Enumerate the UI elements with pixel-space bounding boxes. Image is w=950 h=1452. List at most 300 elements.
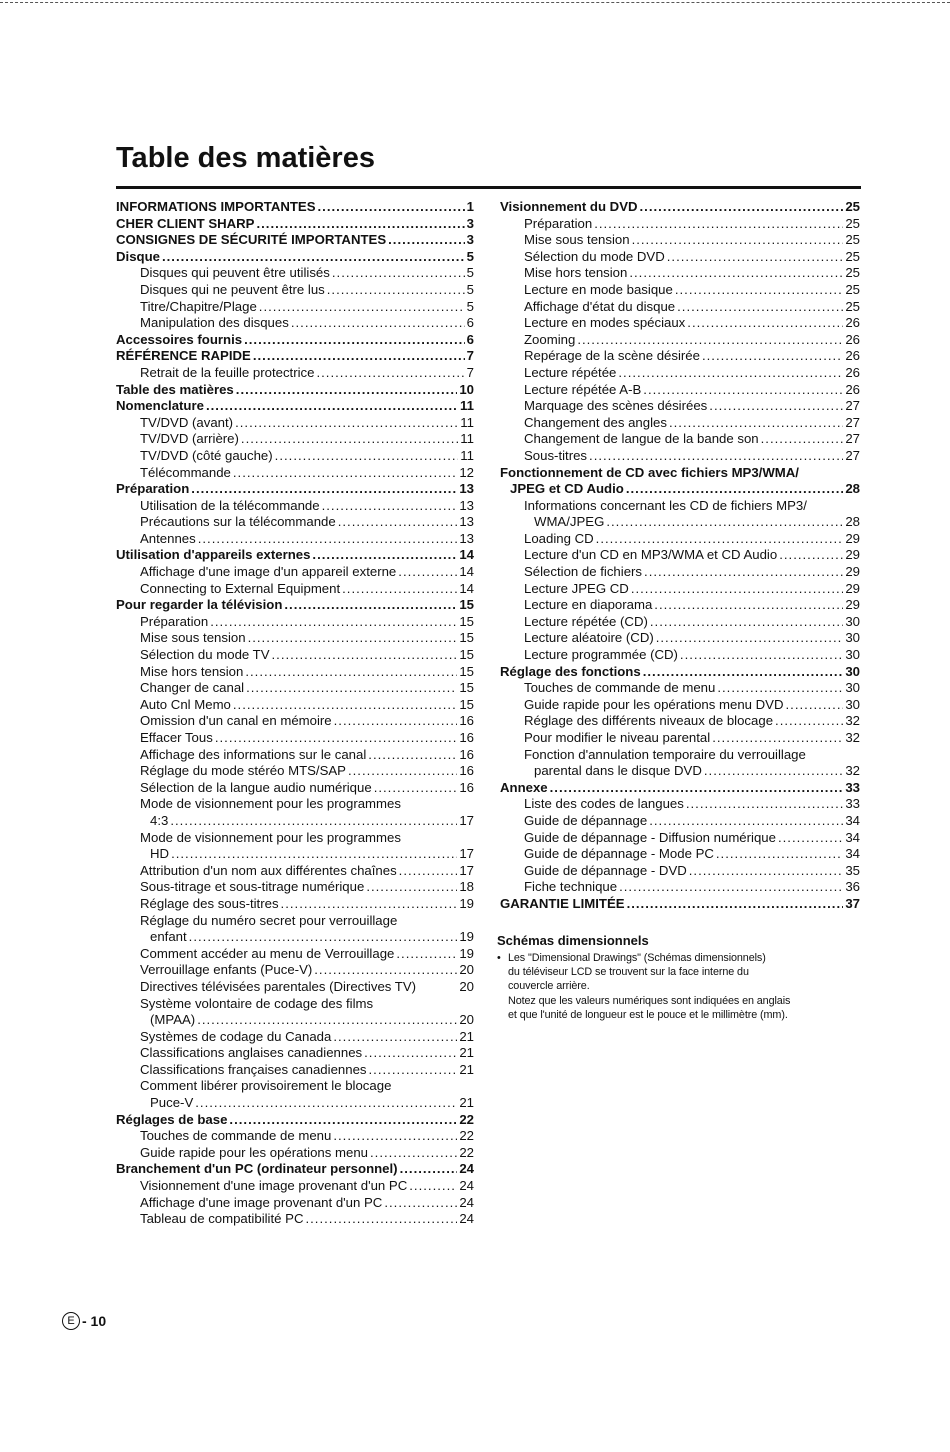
- toc-subentry: [116, 365, 474, 382]
- toc-subentry: [116, 763, 474, 780]
- toc-entry-title: Affichage d'état du disque: [524, 298, 676, 314]
- toc-leader-dots: [305, 1211, 457, 1228]
- toc-subentry: [116, 647, 474, 664]
- toc-page-number: 24: [459, 1161, 474, 1177]
- toc-entry-title: Lecture programmée (CD): [524, 647, 678, 663]
- toc-page-number: 17: [459, 862, 474, 878]
- toc-subentry: [500, 448, 860, 465]
- toc-leader-dots: [314, 962, 457, 979]
- toc-page-number: 13: [459, 514, 474, 530]
- toc-subentry: [116, 1078, 474, 1095]
- toc-page-number: 5: [466, 298, 474, 314]
- toc-entry-title: Lecture répétée: [524, 364, 617, 380]
- toc-leader-dots: [259, 299, 465, 316]
- toc-subentry: [500, 863, 860, 880]
- toc-entry-title: Mise sous tension: [140, 630, 246, 646]
- toc-entry-title: Fonctionnement de CD avec fichiers MP3/WMA/: [500, 464, 799, 480]
- toc-subentry: [116, 431, 474, 448]
- toc-entry-title: Effacer Tous: [140, 730, 213, 745]
- toc-leader-dots: [649, 813, 843, 830]
- toc-page-number: 24: [459, 1178, 474, 1194]
- toc-page-number: 14: [459, 547, 474, 563]
- toc-entry-title: Préparation: [524, 215, 593, 231]
- toc-subentry: [500, 365, 860, 382]
- toc-subentry: [500, 879, 860, 896]
- toc-page-number: 36: [845, 879, 860, 895]
- toc-subentry: [500, 216, 860, 233]
- toc-leader-dots: [677, 299, 843, 316]
- toc-subentry: [116, 780, 474, 797]
- toc-page-number: 1: [466, 199, 474, 214]
- toc-subentry: [500, 431, 860, 448]
- toc-entry-title: Informations concernant les CD de fichiers MP3/: [524, 497, 807, 513]
- toc-subentry: [500, 398, 860, 415]
- toc-entry-title: Disque: [116, 248, 160, 264]
- toc-entry-title: Système volontaire de codage des films: [140, 995, 374, 1011]
- toc-entry-title: Réglages de base: [116, 1111, 228, 1127]
- toc-entry-title: Fiche technique: [524, 879, 618, 895]
- toc-page-number: 18: [459, 879, 474, 895]
- toc-leader-dots: [256, 216, 464, 233]
- toc-section-entry: [116, 1161, 474, 1178]
- toc-leader-dots: [318, 199, 465, 216]
- toc-subentry: [116, 1012, 474, 1029]
- toc-entry-title: Annexe: [500, 779, 548, 795]
- toc-section-entry: [116, 1112, 474, 1129]
- toc-page-number: 26: [845, 348, 860, 364]
- toc-entry-title: GARANTIE LIMITÉE: [500, 895, 625, 911]
- toc-page-number: 20: [459, 962, 474, 978]
- toc-subentry: [500, 597, 860, 614]
- page-title: Table des matières: [116, 142, 375, 174]
- toc-entry-title: Omission d'un canal en mémoire: [140, 713, 332, 729]
- toc-subentry: [500, 531, 860, 548]
- toc-page-number: 16: [459, 746, 474, 762]
- toc-subentry: [116, 946, 474, 963]
- toc-page-number: 35: [845, 862, 860, 878]
- toc-entry-title: Changer de canal: [140, 680, 245, 696]
- toc-page-number: 11: [460, 431, 474, 447]
- toc-subentry: [500, 830, 860, 847]
- toc-subentry: [116, 581, 474, 598]
- toc-page-number: 34: [845, 829, 860, 845]
- toc-leader-dots: [366, 879, 457, 896]
- toc-page-number: 28: [845, 481, 860, 497]
- toc-entry-title: Pour regarder la télévision: [116, 597, 283, 613]
- toc-subentry: [116, 830, 474, 847]
- toc-subentry: [116, 713, 474, 730]
- toc-page-number: 21: [459, 1045, 474, 1061]
- toc-section-entry: [500, 896, 860, 913]
- toc-subentry: [500, 763, 860, 780]
- toc-page-number: 3: [466, 215, 474, 231]
- toc-subentry: [116, 747, 474, 764]
- toc-section-entry: [116, 382, 474, 399]
- toc-entry-title: Sélection de la langue audio numérique: [140, 779, 372, 795]
- toc-page-number: 28: [845, 514, 860, 530]
- toc-subentry: [500, 680, 860, 697]
- toc-entry-title: HD: [150, 846, 170, 862]
- toc-leader-dots: [619, 879, 843, 896]
- toc-subentry: [116, 896, 474, 913]
- top-dashed-rule: [0, 2, 950, 3]
- toc-page-number: 15: [459, 680, 474, 696]
- toc-leader-dots: [761, 431, 844, 448]
- toc-entry-title: CONSIGNES DE SÉCURITÉ IMPORTANTES: [116, 232, 387, 248]
- toc-entry-title: parental dans le disque DVD: [534, 763, 702, 779]
- toc-subentry: [500, 498, 860, 515]
- toc-leader-dots: [702, 348, 843, 365]
- toc-subentry: [500, 514, 860, 531]
- toc-entry-title: Antennes: [140, 530, 196, 546]
- toc-leader-dots: [618, 365, 843, 382]
- note-line: du téléviseur LCD se trouvent sur la face interne du: [508, 966, 749, 979]
- toc-leader-dots: [245, 664, 457, 681]
- toc-page-number: 15: [459, 663, 474, 679]
- toc-page-number: 25: [845, 265, 860, 281]
- toc-leader-dots: [162, 249, 465, 266]
- toc-entry-title: Loading CD: [524, 530, 594, 546]
- toc-page-number: 26: [845, 381, 860, 397]
- toc-entry-title: Tableau de compatibilité PC: [140, 1211, 304, 1227]
- toc-page-number: 16: [459, 713, 474, 729]
- toc-leader-dots: [348, 763, 457, 780]
- toc-page-number: 14: [459, 580, 474, 596]
- toc-leader-dots: [229, 1112, 457, 1129]
- toc-page-number: 19: [459, 945, 474, 961]
- toc-leader-dots: [627, 896, 844, 913]
- toc-entry-title: Classifications françaises canadiennes: [140, 1061, 367, 1077]
- toc-entry-title: Lecture en mode basique: [524, 281, 673, 297]
- toc-subentry: [500, 265, 860, 282]
- toc-entry-title: WMA/JPEG: [534, 514, 605, 530]
- toc-section-entry: [116, 199, 474, 216]
- toc-subentry: [500, 564, 860, 581]
- toc-entry-title: Nomenclature: [116, 398, 204, 414]
- toc-leader-dots: [717, 680, 843, 697]
- toc-page-number: 32: [845, 763, 860, 779]
- toc-entry-title: Guide de dépannage - Mode PC: [524, 846, 714, 862]
- toc-page-number: 29: [845, 547, 860, 563]
- toc-leader-dots: [368, 747, 457, 764]
- toc-leader-dots: [333, 1128, 457, 1145]
- toc-subentry: [116, 315, 474, 332]
- toc-page-number: 21: [459, 1061, 474, 1077]
- toc-subentry: [116, 265, 474, 282]
- toc-subentry: [116, 863, 474, 880]
- toc-entry-title: TV/DVD (arrière): [140, 431, 239, 447]
- dimensional-drawings-note: [497, 932, 862, 1022]
- toc-entry-title: Branchement d'un PC (ordinateur personnel): [116, 1161, 398, 1177]
- toc-leader-dots: [626, 481, 844, 498]
- toc-leader-dots: [210, 614, 457, 631]
- toc-entry-title: Guide de dépannage - DVD: [524, 862, 687, 878]
- toc-page-number: 29: [845, 530, 860, 546]
- toc-subentry: [116, 664, 474, 681]
- toc-page-number: 26: [845, 331, 860, 347]
- toc-section-entry: [500, 199, 860, 216]
- toc-entry-title: 4:3: [150, 812, 169, 828]
- toc-subentry: [500, 547, 860, 564]
- toc-subentry: [116, 846, 474, 863]
- toc-page-number: 16: [459, 779, 474, 795]
- toc-left-column: [116, 199, 474, 1228]
- toc-entry-title: Lecture en modes spéciaux: [524, 315, 686, 331]
- toc-leader-dots: [248, 630, 458, 647]
- toc-page-number: 19: [459, 929, 474, 945]
- toc-entry-title: CHER CLIENT SHARP: [116, 215, 255, 231]
- toc-page-number: 19: [459, 895, 474, 911]
- toc-leader-dots: [312, 547, 457, 564]
- toc-section-entry: [116, 547, 474, 564]
- toc-leader-dots: [396, 946, 457, 963]
- toc-leader-dots: [388, 232, 465, 249]
- toc-page-number: 32: [845, 713, 860, 729]
- toc-leader-dots: [778, 830, 843, 847]
- toc-entry-title: Réglage des différents niveaux de blocage: [524, 713, 774, 729]
- toc-page-number: 27: [845, 414, 860, 430]
- toc-page-number: 12: [459, 464, 474, 480]
- toc-entry-title: Comment libérer provisoirement le blocage: [140, 1078, 392, 1094]
- toc-subentry: [116, 514, 474, 531]
- toc-entry-title: Attribution d'un nom aux différentes chaînes: [140, 862, 397, 878]
- toc-subentry: [116, 730, 474, 747]
- toc-entry-title: Précautions sur la télécommande: [140, 514, 336, 530]
- toc-subentry: [116, 1145, 474, 1162]
- toc-right-column: [500, 199, 860, 913]
- toc-leader-dots: [400, 1161, 458, 1178]
- note-line: • Les "Dimensional Drawings" (Schémas dimensionnels): [497, 951, 862, 965]
- toc-page-number: 15: [459, 597, 474, 613]
- toc-leader-dots: [244, 332, 465, 349]
- toc-page-number: 10: [459, 381, 474, 397]
- toc-page-number: 34: [845, 846, 860, 862]
- toc-leader-dots: [398, 564, 457, 581]
- toc-page-number: 5: [466, 265, 474, 281]
- toc-page-number: 24: [459, 1194, 474, 1210]
- toc-page-number: 30: [845, 696, 860, 712]
- toc-entry-title: Préparation: [140, 613, 209, 629]
- toc-leader-dots: [275, 448, 459, 465]
- toc-entry-title: Mode de visionnement pour les programmes: [140, 829, 401, 845]
- toc-subentry: [500, 614, 860, 631]
- toc-subentry: [116, 979, 474, 996]
- toc-subentry: [116, 1095, 474, 1112]
- toc-page-number: 11: [460, 414, 474, 430]
- toc-leader-dots: [577, 332, 843, 349]
- toc-leader-dots: [284, 597, 457, 614]
- note-line: couvercle arrière.: [508, 980, 590, 993]
- toc-leader-dots: [281, 896, 458, 913]
- toc-leader-dots: [338, 514, 458, 531]
- toc-entry-title: Lecture d'un CD en MP3/WMA et CD Audio: [524, 547, 778, 563]
- toc-leader-dots: [370, 1145, 457, 1162]
- toc-entry-title: Titre/Chapitre/Plage: [140, 298, 257, 314]
- toc-page-number: 15: [459, 613, 474, 629]
- toc-entry-title: Lecture en diaporama: [524, 597, 653, 613]
- toc-page-number: 32: [845, 730, 860, 745]
- note-line: Notez que les valeurs numériques sont indiquées en anglais: [508, 994, 791, 1007]
- toc-page-number: 29: [845, 597, 860, 613]
- toc-leader-dots: [709, 398, 843, 415]
- toc-entry-title: Auto Cnl Memo: [140, 696, 231, 712]
- toc-subentry: [500, 747, 860, 764]
- toc-subentry: [116, 913, 474, 930]
- toc-page-number: 3: [466, 232, 474, 248]
- toc-leader-dots: [409, 1178, 457, 1195]
- toc-leader-dots: [775, 713, 843, 730]
- toc-leader-dots: [644, 564, 843, 581]
- toc-page-number: 22: [459, 1111, 474, 1127]
- toc-page-number: 22: [459, 1128, 474, 1144]
- toc-subentry: [116, 415, 474, 432]
- toc-entry-title: JPEG et CD Audio: [510, 481, 624, 497]
- toc-leader-dots: [596, 531, 844, 548]
- toc-entry-title: Préparation: [116, 481, 190, 497]
- toc-page-number: 6: [466, 315, 474, 331]
- toc-leader-dots: [332, 265, 465, 282]
- toc-page-number: 16: [459, 763, 474, 779]
- toc-leader-dots: [197, 1012, 457, 1029]
- toc-entry-title: Utilisation de la télécommande: [140, 497, 320, 513]
- toc-entry-title: Lecture aléatoire (CD): [524, 630, 654, 646]
- toc-leader-dots: [206, 398, 458, 415]
- toc-page-number: 25: [845, 199, 860, 214]
- toc-leader-dots: [687, 315, 843, 332]
- toc-entry-title: Sélection du mode TV: [140, 647, 270, 663]
- toc-subentry: [116, 531, 474, 548]
- toc-subentry: [116, 1178, 474, 1195]
- toc-leader-dots: [246, 680, 457, 697]
- toc-leader-dots: [643, 664, 844, 681]
- toc-subentry: [116, 1211, 474, 1228]
- toc-entry-title: Réglage du numéro secret pour verrouillage: [140, 912, 398, 928]
- toc-leader-dots: [399, 863, 458, 880]
- toc-page-number: 17: [459, 812, 474, 828]
- toc-entry-title: Marquage des scènes désirées: [524, 398, 708, 414]
- toc-leader-dots: [189, 929, 458, 946]
- page-number-label: - 10: [82, 1313, 107, 1329]
- toc-page-number: 37: [845, 895, 860, 911]
- toc-entry-title: Visionnement du DVD: [500, 199, 638, 214]
- toc-page-number: 5: [466, 281, 474, 297]
- toc-entry-title: Verrouillage enfants (Puce-V): [140, 962, 313, 978]
- toc-page-number: 27: [845, 431, 860, 447]
- toc-entry-title: Lecture JPEG CD: [524, 580, 629, 596]
- toc-leader-dots: [712, 730, 843, 747]
- toc-page-number: 7: [466, 348, 474, 364]
- language-e-icon: E: [62, 1312, 80, 1330]
- toc-page-number: 25: [845, 232, 860, 248]
- toc-subentry: [116, 1029, 474, 1046]
- toc-section-entry: [116, 332, 474, 349]
- toc-section-entry: [500, 780, 860, 797]
- toc-leader-dots: [667, 249, 844, 266]
- toc-section-entry: [500, 465, 860, 482]
- toc-subentry: [500, 647, 860, 664]
- toc-leader-dots: [384, 1195, 457, 1212]
- toc-subentry: [500, 846, 860, 863]
- toc-leader-dots: [235, 415, 458, 432]
- toc-entry-title: Mode de visionnement pour les programmes: [140, 796, 401, 812]
- toc-leader-dots: [640, 199, 844, 216]
- toc-subentry: [500, 315, 860, 332]
- toc-page-number: 25: [845, 298, 860, 314]
- toc-page-number: 14: [459, 564, 474, 580]
- toc-subentry: [500, 813, 860, 830]
- toc-entry-title: Connecting to External Equipment: [140, 580, 341, 596]
- toc-page-number: 25: [845, 281, 860, 297]
- toc-entry-title: Utilisation d'appareils externes: [116, 547, 311, 563]
- toc-leader-dots: [171, 846, 457, 863]
- toc-entry-title: Retrait de la feuille protectrice: [140, 364, 315, 380]
- toc-leader-dots: [333, 1029, 457, 1046]
- toc-section-entry: [500, 664, 860, 681]
- toc-subentry: [116, 1062, 474, 1079]
- toc-entry-title: Classifications anglaises canadiennes: [140, 1045, 363, 1061]
- toc-page-number: 29: [845, 564, 860, 580]
- toc-entry-title: Lecture répétée (CD): [524, 613, 648, 629]
- toc-entry-title: Sous-titres: [524, 447, 588, 463]
- toc-page-number: 34: [845, 812, 860, 828]
- toc-subentry: [500, 415, 860, 432]
- toc-entry-title: Disques qui peuvent être utilisés: [140, 265, 330, 281]
- toc-leader-dots: [334, 713, 458, 730]
- toc-leader-dots: [272, 647, 458, 664]
- toc-section-entry: [116, 249, 474, 266]
- toc-page-number: 20: [459, 1012, 474, 1028]
- toc-entry-title: Repérage de la scène désirée: [524, 348, 700, 364]
- toc-subentry: [500, 796, 860, 813]
- toc-page-number: 6: [466, 331, 474, 347]
- toc-entry-title: enfant: [150, 929, 187, 945]
- toc-leader-dots: [716, 846, 843, 863]
- toc-leader-dots: [253, 348, 465, 365]
- toc-page-number: 15: [459, 630, 474, 646]
- toc-page-number: 11: [460, 398, 474, 414]
- toc-leader-dots: [342, 581, 457, 598]
- toc-entry-title: Visionnement d'une image provenant d'un PC: [140, 1178, 408, 1194]
- toc-page-number: 26: [845, 315, 860, 331]
- toc-page-number: 24: [459, 1211, 474, 1227]
- toc-page-number: 17: [459, 846, 474, 862]
- toc-page-number: 13: [459, 481, 474, 497]
- toc-entry-title: Liste des codes de langues: [524, 796, 684, 812]
- toc-entry-title: Guide rapide pour les opérations menu: [140, 1144, 368, 1160]
- toc-entry-title: Réglage des sous-titres: [140, 895, 279, 911]
- toc-page-number: 15: [459, 647, 474, 663]
- toc-leader-dots: [236, 382, 458, 399]
- toc-page-number: 30: [845, 680, 860, 696]
- toc-page-number: 27: [845, 398, 860, 414]
- toc-subentry: [116, 996, 474, 1013]
- toc-subentry: [116, 282, 474, 299]
- toc-subentry: [500, 730, 860, 747]
- toc-page-number: 30: [845, 630, 860, 646]
- toc-page-number: 33: [845, 779, 860, 795]
- toc-section-entry: [116, 232, 474, 249]
- toc-subentry: [116, 697, 474, 714]
- toc-entry-title: Télécommande: [140, 464, 231, 480]
- toc-leader-dots: [198, 531, 458, 548]
- toc-page-number: 25: [845, 248, 860, 264]
- toc-leader-dots: [779, 547, 843, 564]
- toc-leader-dots: [191, 481, 457, 498]
- toc-entry-title: Systèmes de codage du Canada: [140, 1028, 332, 1044]
- toc-page-number: 15: [459, 696, 474, 712]
- toc-entry-title: Affichage d'une image d'un appareil externe: [140, 564, 397, 580]
- toc-entry-title: Affichage d'une image provenant d'un PC: [140, 1194, 383, 1210]
